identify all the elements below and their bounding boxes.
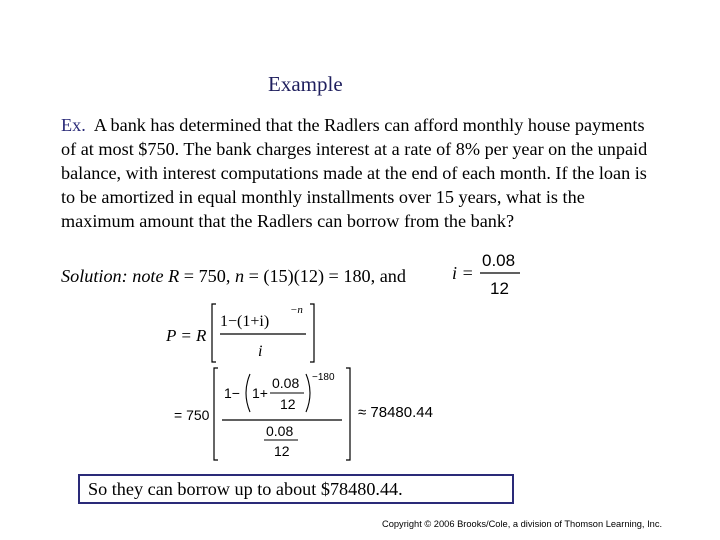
formula2-inner-left-paren bbox=[246, 374, 250, 412]
formula2-inner-numerator: 0.08 bbox=[272, 375, 300, 391]
formula2-one-minus: 1− bbox=[224, 385, 240, 401]
formula2-exponent: −180 bbox=[312, 372, 335, 383]
i-formula-lhs: i = bbox=[452, 263, 474, 283]
i-formula-denominator: 12 bbox=[490, 279, 509, 298]
formula1-numerator: 1−(1+i) bbox=[220, 313, 270, 330]
computed-formula bbox=[170, 364, 460, 466]
solution-n-var: n bbox=[234, 266, 245, 286]
formula2-approx-result: ≈ 78480.44 bbox=[358, 404, 433, 421]
formula2-inner-right-paren bbox=[306, 374, 310, 412]
i-formula bbox=[448, 246, 528, 302]
present-value-formula bbox=[160, 298, 320, 368]
formula2-outer-numerator: 0.08 bbox=[266, 423, 294, 439]
solution-r-var: R bbox=[168, 266, 180, 286]
formula2-left-bracket bbox=[214, 368, 218, 460]
formula2-right-bracket bbox=[346, 368, 350, 460]
copyright-notice: Copyright © 2006 Brooks/Cole, a division of Thomson Learning, Inc. bbox=[382, 519, 663, 529]
formula1-denominator: i bbox=[258, 343, 263, 360]
formula2-outer-denominator: 12 bbox=[274, 443, 290, 459]
answer-box bbox=[78, 474, 514, 504]
formula1-right-bracket bbox=[310, 304, 314, 362]
solution-label: Solution: note bbox=[61, 266, 164, 286]
i-formula-numerator: 0.08 bbox=[482, 251, 516, 270]
answer-text: So they can borrow up to about $78480.44. bbox=[88, 479, 403, 499]
ex-label: Ex. bbox=[61, 115, 86, 135]
problem-text: A bank has determined that the Radlers can afford monthly house payments of at most $750. The bank charges interest at a rate of 8% per year on the unpaid balance, with interest computations made at the end of each month. If the loan is to be amortized in equal monthly installments over 15 years, what is the maximum amount that the Radlers can borrow from the bank? bbox=[61, 115, 648, 231]
slide-title: Example bbox=[268, 72, 343, 96]
solution-r-value: = 750, bbox=[179, 266, 235, 286]
solution-n-value: = (15)(12) = 180, and bbox=[244, 266, 406, 286]
problem-statement bbox=[61, 113, 661, 233]
formula1-left-bracket bbox=[212, 304, 216, 362]
formula1-lhs: P = R bbox=[166, 326, 207, 345]
formula2-inner-denominator: 12 bbox=[280, 396, 296, 412]
formula2-one-plus: 1+ bbox=[252, 385, 268, 401]
formula1-exponent: −n bbox=[290, 304, 303, 316]
formula2-equals: = 750 bbox=[174, 407, 210, 423]
solution-line bbox=[61, 264, 406, 288]
